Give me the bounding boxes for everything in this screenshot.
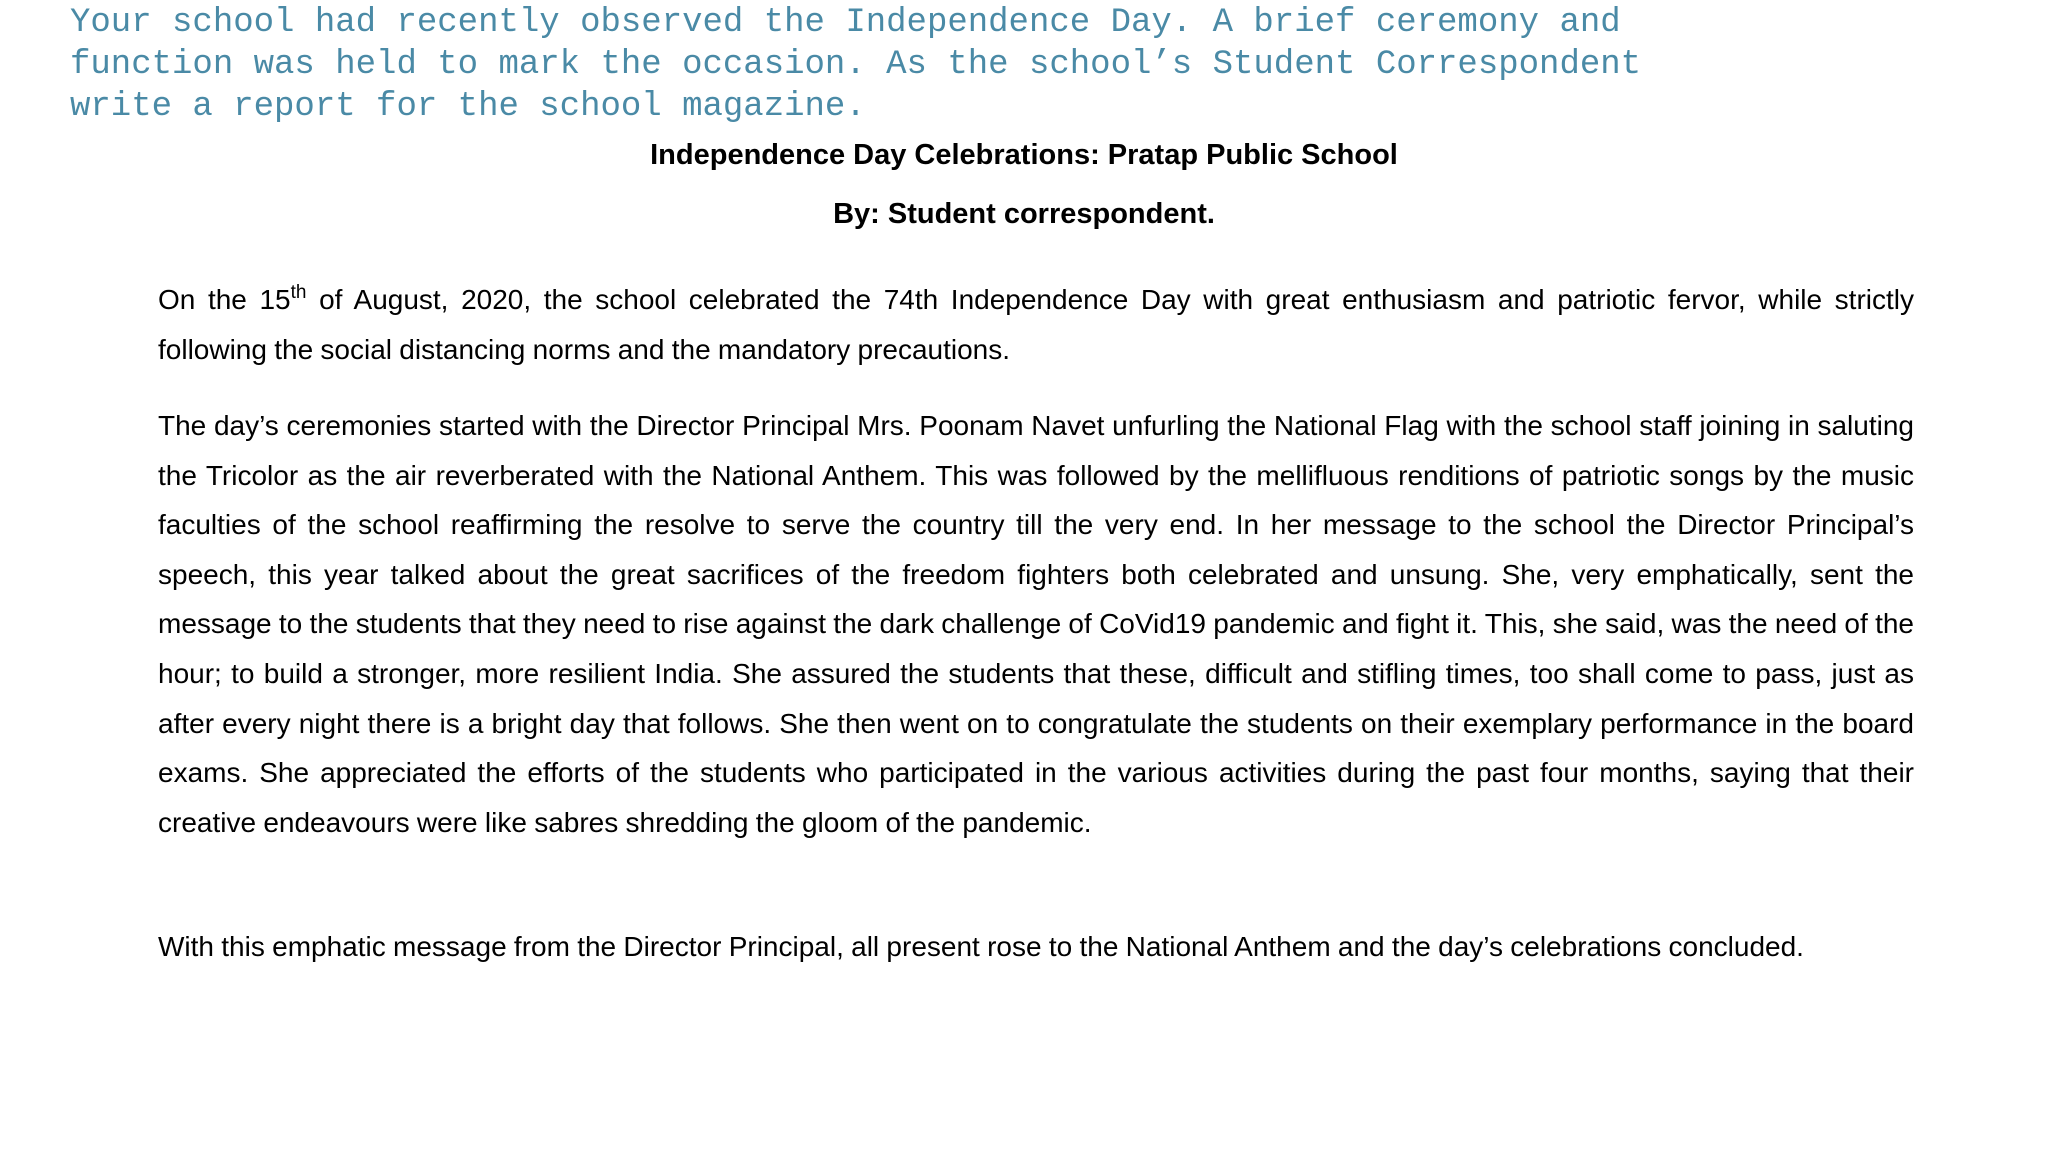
report-byline: By: Student correspondent. [833,198,1215,230]
paragraph-1-rest: of August, 2020, the school celebrated the 74th Independence Day with great enthusiasm and patriotic fervor, while strictly following the social distancing norms and the mandatory precautions. [158,284,1915,365]
prompt-line: function was held to mark the occasion. As the school’s Student Correspondent [70,46,1642,84]
prompt-line: write a report for the school magazine. [70,88,866,126]
prompt-line: Your school had recently observed the Independence Day. A brief ceremony and [70,4,1621,42]
paragraph-2-text: The day’s ceremonies started with the Director Principal Mrs. Poonam Navet unfurling the National Flag with the school staff joining in saluting the Tricolor as the air reverberated with the National Anthem. This was followed by the mellifluous renditions of patriotic songs by the music faculties of the school reaffirming the resolve to serve the country till the very end. In her message to the school the Director Principal’s speech, this year talked about the great sacrifices of the freedom fighters both celebrated and unsung. She, very emphatically, sent the message to the students that they need to rise against the dark challenge of CoVid19 pandemic and fight it. This, she said, was the need of the hour; to build a stronger, more resilient India. She assured the students that these, difficult and stifling times, too shall come to pass, just as after every night there is a bright day that follows. She then went on to congratulate the students on their exemplary performance in the board exams. She appreciated the efforts of the students who participated in the various activities during the past four months, saying that their creative endeavours were like sabres shredding the gloom of the pandemic. [158,410,1914,838]
report-paragraph-1 [158,275,1914,374]
question-prompt [70,2,1970,128]
report-paragraph-2 [158,401,1914,847]
ordinal-suffix: th [290,282,307,303]
paragraph-1-start: On the 15 [158,284,291,315]
report-paragraph-3 [158,922,1914,972]
paragraph-3-text: With this emphatic message from the Director Principal, all present rose to the National Anthem and the day’s celebrations concluded. [158,931,1804,962]
report-title: Independence Day Celebrations: Pratap Public School [650,139,1398,171]
